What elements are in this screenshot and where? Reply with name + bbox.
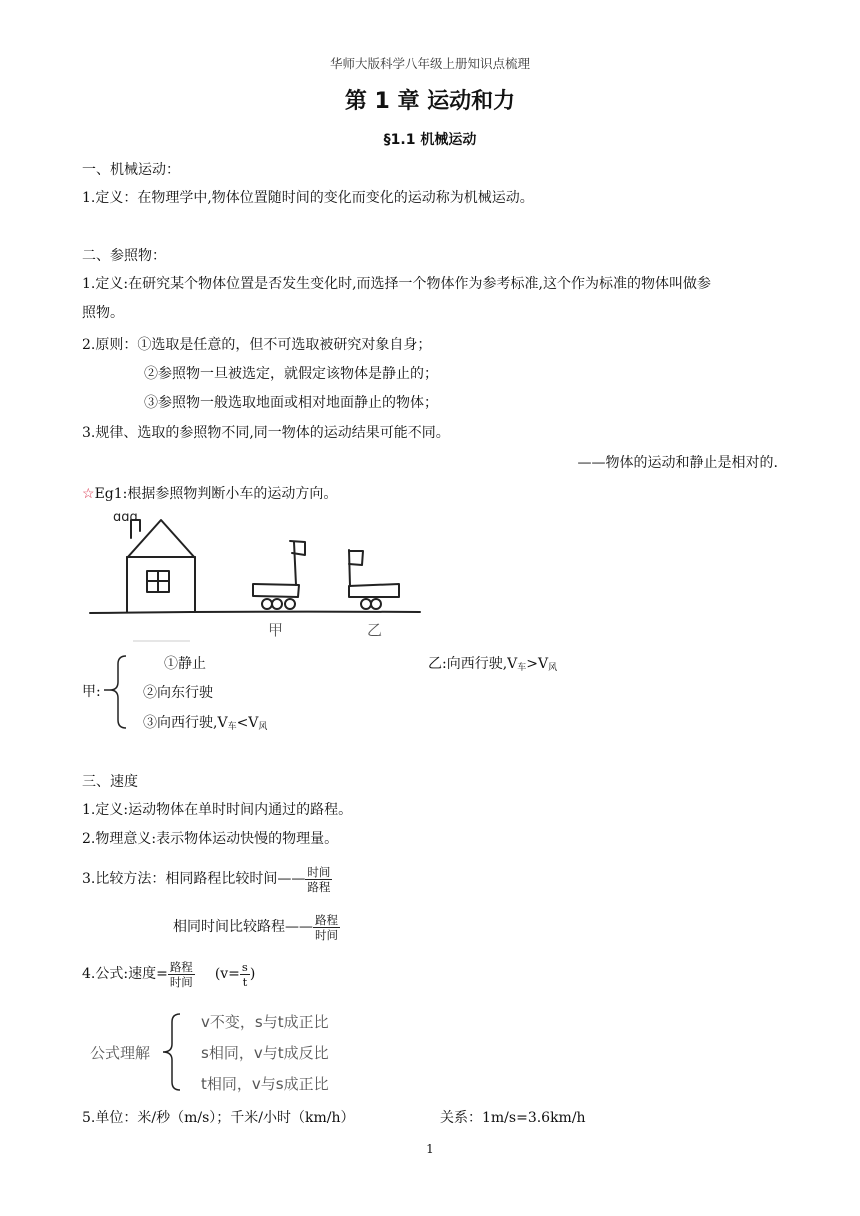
example-text: Eg1:根据参照物判断小车的运动方向。: [94, 486, 338, 502]
formula-row: [82, 957, 255, 991]
jia-option-3-sub2: 风: [258, 722, 268, 732]
page-number: 1: [426, 1142, 434, 1156]
formula-symbol-open: (v=: [214, 966, 240, 982]
understanding-brace: [163, 1014, 180, 1090]
sec1-heading: 一、机械运动：: [82, 162, 180, 178]
jia-brace: [110, 656, 126, 728]
formula-fraction: [168, 960, 195, 989]
formula-symbol-numerator: s: [241, 959, 248, 974]
compare-2-denominator: 时间: [315, 927, 338, 942]
yi-answer: [428, 654, 557, 678]
compare-1-numerator: 时间: [307, 864, 331, 879]
jia-option-3-text: ③向西行驶,V: [143, 715, 228, 731]
compare-label: 3.比较方法：: [82, 871, 166, 887]
sec2-definition-line1: 1.定义:在研究某个物体位置是否发生变化时,而选择一个物体作为参考标准,这个作为标准的物体叫做参: [82, 276, 711, 292]
sec2-principle-3: ③参照物一般选取地面或相对地面静止的物体；: [144, 395, 438, 411]
chapter-title: 第 1 章 运动和力: [344, 89, 516, 114]
jia-option-3: [143, 713, 267, 737]
compare-row-2: [173, 910, 340, 944]
sec2-heading: 二、参照物：: [82, 248, 166, 264]
compare-1-denominator: 路程: [307, 879, 331, 894]
formula-symbol-denominator: t: [242, 974, 248, 989]
cart-yi-drawing: [349, 550, 399, 609]
sec3-relation: 关系：1m/s=3.6km/h: [440, 1110, 586, 1126]
compare-row-1: [82, 862, 332, 896]
cart-yi-label: 乙: [367, 621, 383, 639]
yi-answer-op: >V: [526, 656, 549, 672]
formula-label: 4.公式:速度=: [82, 966, 168, 982]
sec2-principle-1: 2.原则：①选取是任意的，但不可选取被研究对象自身；: [82, 337, 432, 353]
jia-option-1: ①静止: [164, 656, 206, 672]
jia-option-3-sub1: 车: [227, 722, 237, 732]
formula-symbol-close: ): [249, 966, 256, 982]
yi-answer-sub1: 车: [517, 663, 527, 673]
sec1-definition: 1.定义：在物理学中,物体位置随时间的变化而变化的运动称为机械运动。: [82, 190, 534, 206]
sec2-definition-line2: 照物。: [82, 305, 124, 321]
sec2-rule: 3.规律、选取的参照物不同,同一物体的运动结果可能不同。: [82, 425, 450, 441]
sec2-principle-2: ②参照物一旦被选定，就假定该物体是静止的；: [144, 366, 438, 382]
jia-option-2: ②向东行驶: [143, 685, 213, 701]
yi-answer-text: 乙:向西行驶,V: [428, 656, 518, 672]
sec2-conclusion: ——物体的运动和静止是相对的.: [577, 455, 778, 471]
understanding-1: v不变，s与t成正比: [201, 1013, 329, 1031]
formula-denominator: 时间: [169, 974, 193, 989]
smoke-marks: ɑɑɑ: [113, 510, 138, 525]
sec3-meaning: 2.物理意义:表示物体运动快慢的物理量。: [82, 831, 339, 847]
star-icon: ☆: [82, 486, 95, 502]
ground-line: [90, 612, 420, 613]
formula-numerator: 路程: [169, 959, 193, 974]
yi-answer-sub2: 风: [548, 663, 558, 673]
jia-option-3-op: <V: [236, 715, 259, 731]
house-drawing: [127, 520, 195, 612]
compare-2-numerator: 路程: [315, 912, 338, 927]
sec3-heading: 三、速度: [82, 774, 138, 790]
understanding-2: s相同，v与t成反比: [201, 1044, 329, 1062]
understanding-label: 公式理解: [90, 1044, 151, 1062]
understanding-3: t相同，v与s成正比: [201, 1075, 329, 1093]
sec3-definition: 1.定义:运动物体在单时时间内通过的路程。: [82, 802, 353, 818]
cart-jia-drawing: [253, 541, 305, 609]
sec3-unit: 5.单位：米/秒（m/s）；千米/小时（km/h）: [82, 1110, 355, 1126]
section-title: §1.1 机械运动: [383, 132, 477, 148]
example-line: [82, 484, 337, 504]
compare-1-text: 相同路程比较时间——: [165, 871, 306, 887]
compare-2-fraction: [313, 913, 340, 942]
compare-1-fraction: [305, 865, 332, 894]
formula-symbol-fraction: [240, 960, 250, 989]
cart-jia-label: 甲: [268, 621, 284, 639]
page-header: 华师大版科学八年级上册知识点梳理: [329, 56, 530, 71]
jia-label: 甲:: [82, 684, 101, 700]
compare-2-text: 相同时间比较路程——: [173, 919, 313, 935]
